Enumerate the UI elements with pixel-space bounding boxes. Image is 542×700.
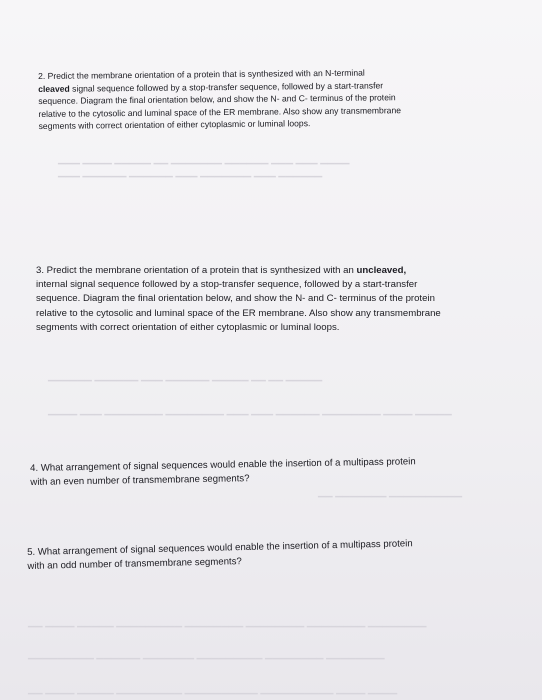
question-3-line-4: relative to the cytosolic and luminal space of the ER membrane. Also show any transmembrane — [36, 307, 441, 319]
uncleaved-emphasis: uncleaved, — [356, 265, 407, 276]
bleed-through-text: ​▁▁▁ ▁▁▁▁ ▁▁▁▁▁ ▁▁ ▁▁▁▁▁▁▁ ▁▁▁▁▁▁ ▁▁▁ ▁▁▁ ▁▁▁▁ — [58, 154, 350, 165]
question-4-line-1: 4. What arrangement of signal sequences would enable the insertion of a multipass protein — [30, 456, 416, 474]
question-4-line-2: with an even number of transmembrane segments? — [30, 473, 250, 489]
cleaved-emphasis: cleaved — [38, 83, 70, 94]
bleed-through-text: ▁▁ ▁▁▁▁ ▁▁▁▁▁ ▁▁▁▁▁▁▁▁▁ ▁▁▁▁▁▁▁▁▁▁ ▁▁▁▁▁▁▁▁▁▁ ▁▁▁▁ ▁▁▁▁ — [28, 684, 398, 695]
question-2-line-4: relative to the cytosolic and luminal space of the ER membrane. Also show any transmembrane — [38, 104, 402, 119]
question-4 — [30, 455, 416, 490]
question-2-line-5: segments with correct orientation of either cytoplasmic or luminal loops. — [38, 118, 311, 132]
question-5-line-1: 5. What arrangement of signal sequences would enable the insertion of a multipass protein — [27, 538, 413, 558]
bleed-through-text: ▁▁ ▁▁▁▁ ▁▁▁▁▁ ▁▁▁▁▁▁▁▁▁ ▁▁▁▁▁▁▁▁ ▁▁▁▁▁▁▁▁ ▁▁▁▁▁▁▁▁ ▁▁▁▁▁▁▁▁ — [28, 617, 427, 628]
bleed-through-text: ▁▁▁▁▁▁▁▁▁ ▁▁▁▁▁▁ ▁▁▁▁▁▁▁ ▁▁▁▁▁▁▁▁▁ ▁▁▁▁▁▁▁▁ ▁▁▁▁▁▁▁▁ — [28, 649, 385, 660]
question-2-line-1: 2. Predict the membrane orientation of a protein that is synthesized with an N-terminal — [38, 67, 365, 81]
question-5 — [27, 537, 413, 574]
question-3 — [36, 264, 441, 335]
question-3-line-2: internal signal sequence followed by a stop-transfer sequence, followed by a start-transfer — [36, 279, 418, 291]
bleed-through-text: ▁▁▁ ▁▁▁▁▁▁ ▁▁▁▁▁▁ ▁▁▁ ▁▁▁▁▁▁▁ ▁▁▁ ▁▁▁▁▁▁ — [58, 167, 323, 178]
question-3-line-1 — [36, 264, 441, 278]
question-2 — [38, 66, 401, 133]
question-3-line-3: sequence. Diagram the final orientation below, and show the N- and C- terminus of the protein — [36, 293, 435, 305]
question-3-line-1-text: 3. Predict the membrane orientation of a protein that is synthesized with an — [36, 265, 357, 276]
question-2-line-3: sequence. Diagram the final orientation below, and show the N- and C- terminus of the protein — [38, 92, 396, 107]
question-5-line-2: with an odd number of transmembrane segments? — [27, 556, 242, 573]
question-2-line-2-rest: signal sequence followed by a stop-transfer sequence, followed by a start-transfer — [69, 79, 384, 94]
question-3-line-5: segments with correct orientation of either cytoplasmic or luminal loops. — [36, 321, 340, 333]
bleed-through-text: ▁▁ ▁▁▁▁▁▁▁ ▁▁▁▁▁▁▁▁▁▁ — [318, 487, 463, 498]
bleed-through-text: ▁▁▁▁▁▁ ▁▁▁▁▁▁ ▁▁▁ ▁▁▁▁▁▁ ▁▁▁▁▁ ▁▁ ▁▁ ▁▁▁▁▁ — [48, 371, 323, 382]
bleed-through-text: ▁▁▁▁ ▁▁▁ ▁▁▁▁▁▁▁▁ ▁▁▁▁▁▁▁▁ ▁▁▁ ▁▁▁ ▁▁▁▁▁▁ ▁▁▁▁▁▁▁▁ ▁▁▁▁ ▁▁▁▁▁ — [48, 405, 452, 416]
